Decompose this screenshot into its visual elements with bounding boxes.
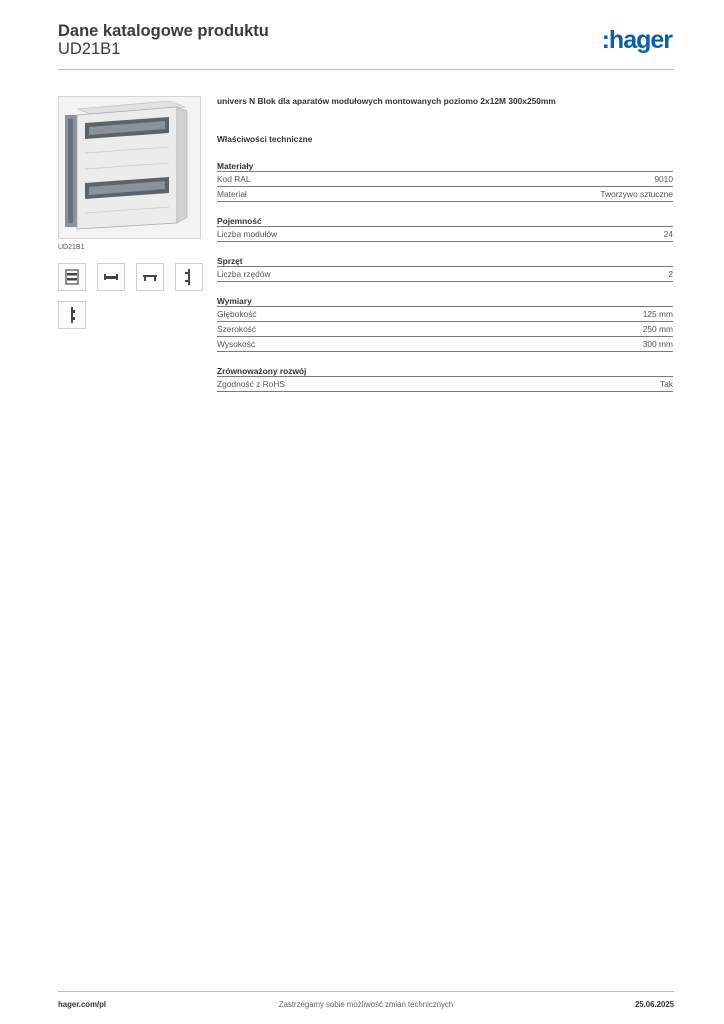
group-title: Materiały <box>217 161 254 171</box>
page-footer <box>58 991 674 1014</box>
group-title: Wymiary <box>217 296 252 306</box>
property-row <box>217 336 673 352</box>
property-label: Kod RAL <box>217 174 251 184</box>
product-code: UD21B1 <box>58 40 121 58</box>
property-row <box>217 186 673 202</box>
property-row <box>217 171 673 186</box>
property-label: Zgodność z RoHS <box>217 379 285 389</box>
detail-view-icon[interactable] <box>58 301 86 329</box>
group-equipment <box>217 256 673 282</box>
property-value: 9010 <box>654 174 673 184</box>
group-title: Pojemność <box>217 216 262 226</box>
property-row <box>217 266 673 282</box>
page-header <box>58 22 674 70</box>
product-image <box>58 96 201 239</box>
footer-url-link[interactable]: hager.com/pl <box>58 1000 107 1009</box>
section-view-icon[interactable] <box>175 263 203 291</box>
property-label: Wysokość <box>217 339 256 349</box>
property-label: Liczba modułów <box>217 229 278 239</box>
property-value: 300 mm <box>642 339 673 349</box>
property-value: 125 mm <box>642 309 673 319</box>
property-row <box>217 321 673 336</box>
group-title: Zrównoważony rozwój <box>217 366 307 376</box>
document-title: Dane katalogowe produktu <box>58 22 269 40</box>
side-view-icon[interactable] <box>136 263 164 291</box>
property-row <box>217 306 673 321</box>
property-label: Szerokość <box>217 324 257 334</box>
property-value: 24 <box>663 229 673 239</box>
group-materials <box>217 161 673 202</box>
front-view-icon[interactable] <box>58 263 86 291</box>
property-label: Głębokość <box>217 309 257 319</box>
property-value: Tworzywo sztuczne <box>600 189 673 199</box>
group-title: Sprzęt <box>217 256 243 266</box>
top-view-icon[interactable] <box>97 263 125 291</box>
image-caption: UD21B1 <box>58 244 85 251</box>
technical-properties-heading: Właściwości techniczne <box>217 134 313 144</box>
footer-date: 25.06.2025 <box>634 1000 674 1009</box>
footer-note: Zastrzegamy sobie możliwość zmian technicznych <box>278 1000 454 1009</box>
product-details <box>217 96 673 392</box>
group-dimensions <box>217 296 673 352</box>
property-row <box>217 226 673 242</box>
group-sustainability <box>217 366 673 392</box>
property-value: 2 <box>668 269 673 279</box>
property-row <box>217 376 673 392</box>
property-value: Tak <box>659 379 673 389</box>
property-label: Materiał <box>217 189 247 199</box>
group-capacity <box>217 216 673 242</box>
product-description: univers N Blok dla aparatów modułowych montowanych poziomo 2x12M 300x250mm <box>217 96 556 106</box>
property-value: 250 mm <box>642 324 673 334</box>
property-label: Liczba rzędów <box>217 269 271 279</box>
hager-logo: :hager <box>601 26 672 54</box>
